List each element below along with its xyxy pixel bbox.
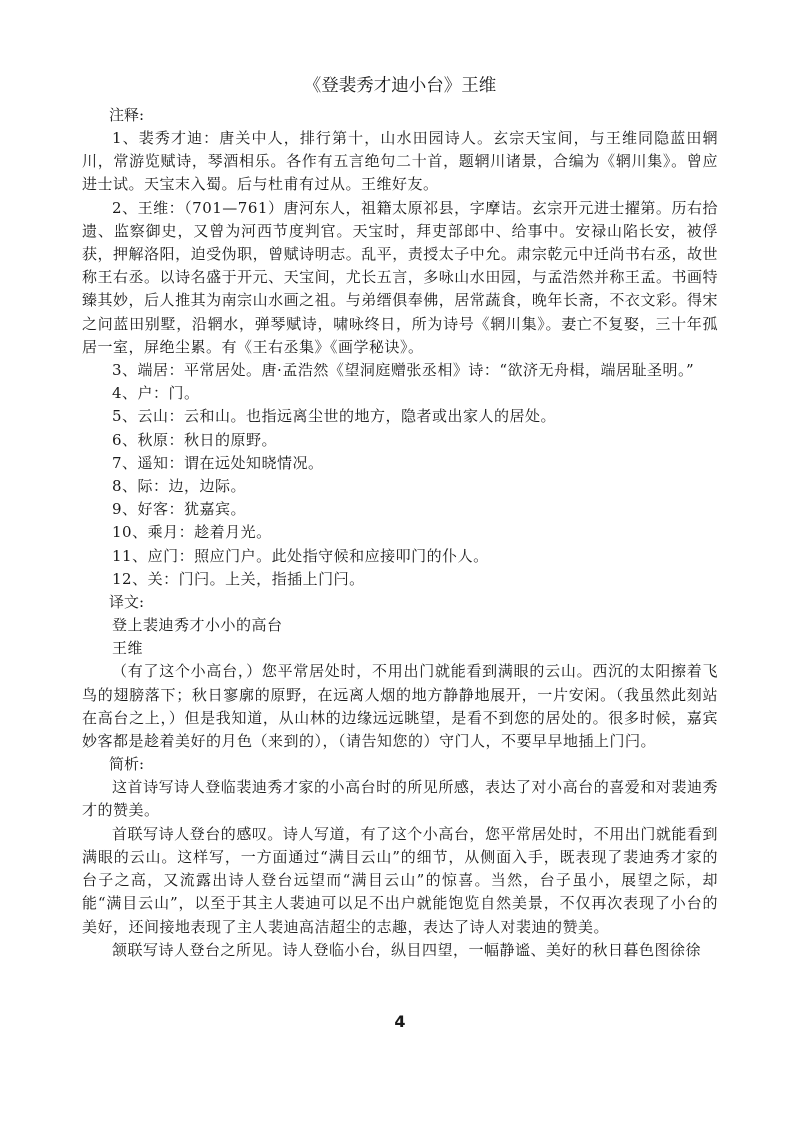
- analysis-paragraph-2: 首联写诗人登台的感叹。诗人写道，有了这个小高台，您平常居处时，不用出门就能看到满眼的云山。这样写，一方面通过“满目云山”的细节，从侧面入手，既表现了裴迪秀才家的台子之高，又流露出诗人登台远望而“满目云山”的惊喜。当然，台子虽小，展望之际，却能“满目云山”，以至于其主人裴迪可以足不出户就能饱览自然美景，不仅再次表现了小台的美好，还间接地表现了主人裴迪高洁超尘的志趣，表达了诗人对裴迪的赞美。: [82, 824, 718, 936]
- note-10: 10、乘月：趁着月光。: [112, 523, 272, 542]
- note-5: 5、云山：云和山。也指远离尘世的地方，隐者或出家人的居处。: [112, 407, 557, 426]
- note-11: 11、应门：照应门户。此处指守候和应接叩门的仆人。: [112, 546, 489, 565]
- translation-label: 译文:: [109, 593, 145, 612]
- analysis-paragraph-3: 颔联写诗人登台之所见。诗人登临小台，纵目四望，一幅静谧、美好的秋日暮色图徐徐: [112, 940, 702, 959]
- note-4: 4、户：门。: [112, 384, 200, 403]
- page-number: 4: [394, 1012, 406, 1031]
- translation-title: 登上裴迪秀才小小的高台: [112, 616, 283, 635]
- note-12: 12、关：门闩。上关，指插上门闩。: [112, 569, 365, 588]
- note-8: 8、际：边，边际。: [112, 477, 247, 496]
- note-2: 2、王维：（701—761）唐河东人，祖籍太原祁县，字摩诘。玄宗开元进士擢第。历右拾遗、监察御史，又曾为河西节度判官。天宝时，拜吏部郎中、给事中。安禄山陷长安，被俘获，押解洛阳，迫受伪职，曾赋诗明志。乱平，责授太子中允。肃宗乾元中迁尚书右丞，故世称王右丞。以诗名盛于开元、天宝间，尤长五言，多咏山水田园，与孟浩然并称王孟。书画特臻其妙，后人推其为南宗山水画之祖。与弟缙俱奉佛，居常蔬食，晚年长斋，不衣文彩。得宋之问蓝田别墅，沿辋水，弹琴赋诗，啸咏终日，所为诗号《辋川集》。妻亡不复娶，三十年孤居一室，屏绝尘累。有《王右丞集》《画学秘诀》。: [82, 198, 718, 356]
- note-7: 7、遥知：谓在远处知晓情况。: [112, 453, 324, 472]
- analysis-label: 简析:: [109, 755, 145, 774]
- analysis-paragraph-1: 这首诗写诗人登临裴迪秀才家的小高台时的所见所感，表达了对小高台的喜爱和对裴迪秀才的赞美。: [82, 778, 718, 820]
- translation-text: （有了这个小高台，）您平常居处时，不用出门就能看到满眼的云山。西沉的太阳擦着飞鸟的翅膀落下；秋日寥廓的原野，在远离人烟的地方静静地展开，一片安闲。（我虽然此刻站在高台之上，）但是我知道，从山林的边缘远远眺望，是看不到您的居处的。很多时候，嘉宾妙客都是趁着美好的月色（来到的），（请告知您的）守门人，不要早早地插上门闩。: [82, 662, 718, 751]
- document-page: [82, 70, 718, 962]
- note-1: 1、裴秀才迪：唐关中人，排行第十，山水田园诗人。玄宗天宝间，与王维同隐蓝田辋川，常游览赋诗，琴酒相乐。各作有五言绝句二十首，题辋川诸景，合编为《辋川集》。曾应进士试。天宝末入蜀。后与杜甫有过从。王维好友。: [82, 129, 718, 194]
- notes-label: 注释:: [109, 106, 145, 124]
- poem-title: 《登裴秀才迪小台》王维: [303, 76, 497, 96]
- note-6: 6、秋原：秋日的原野。: [112, 430, 278, 449]
- translation-author: 王维: [112, 639, 144, 658]
- note-9: 9、好客：犹嘉宾。: [112, 500, 247, 519]
- note-3: 3、端居：平常居处。唐·孟浩然《望洞庭赠张丞相》诗：“欲济无舟楫，端居耻圣明。”: [112, 361, 695, 380]
